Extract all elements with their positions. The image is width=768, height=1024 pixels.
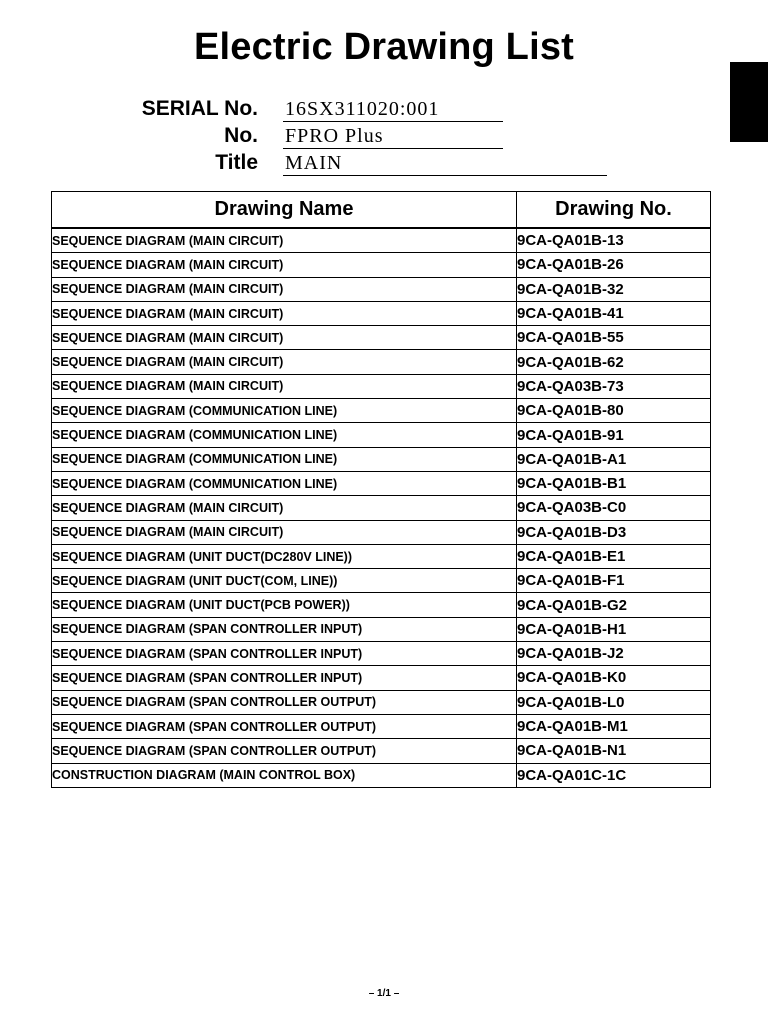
drawing-number-cell: 9CA-QA01B-K0 [517,666,711,690]
title-value: MAIN [285,152,343,174]
drawing-number-cell: 9CA-QA01B-41 [517,301,711,325]
table-row [52,326,711,350]
drawing-name-cell: SEQUENCE DIAGRAM (MAIN CIRCUIT) [52,350,517,374]
table-row [52,739,711,763]
no-label: No. [224,124,258,147]
table-row [52,593,711,617]
table-row [52,569,711,593]
page-number: – 1/1 – [368,988,400,999]
drawing-number-cell: 9CA-QA01B-H1 [517,617,711,641]
drawing-number-cell: 9CA-QA01B-91 [517,423,711,447]
table-row [52,399,711,423]
drawing-name-cell: SEQUENCE DIAGRAM (SPAN CONTROLLER OUTPUT) [52,690,517,714]
table-row [52,714,711,738]
no-row [0,124,768,150]
no-underline [283,148,503,149]
title-label: Title [215,151,258,174]
table-header-row [52,192,711,229]
serial-label: SERIAL No. [141,97,258,120]
table-row [52,544,711,568]
drawing-name-cell: SEQUENCE DIAGRAM (COMMUNICATION LINE) [52,399,517,423]
serial-value: 16SX311020:001 [285,98,440,120]
drawing-number-cell: 9CA-QA03B-C0 [517,496,711,520]
drawing-name-cell: SEQUENCE DIAGRAM (MAIN CIRCUIT) [52,277,517,301]
drawing-number-cell: 9CA-QA01B-F1 [517,569,711,593]
drawing-number-cell: 9CA-QA01B-N1 [517,739,711,763]
drawing-number-cell: 9CA-QA01B-62 [517,350,711,374]
drawing-name-cell: SEQUENCE DIAGRAM (COMMUNICATION LINE) [52,471,517,495]
drawing-name-cell: SEQUENCE DIAGRAM (SPAN CONTROLLER INPUT) [52,642,517,666]
drawing-number-cell: 9CA-QA01B-E1 [517,544,711,568]
drawing-name-cell: SEQUENCE DIAGRAM (UNIT DUCT(PCB POWER)) [52,593,517,617]
table-row [52,520,711,544]
table-row [52,301,711,325]
drawing-number-cell: 9CA-QA01B-80 [517,399,711,423]
drawing-name-cell: SEQUENCE DIAGRAM (UNIT DUCT(COM, LINE)) [52,569,517,593]
drawing-number-cell: 9CA-QA01B-D3 [517,520,711,544]
table-row [52,423,711,447]
table-row [52,253,711,277]
table-row [52,496,711,520]
table-row [52,763,711,787]
drawing-name-cell: SEQUENCE DIAGRAM (MAIN CIRCUIT) [52,326,517,350]
table-row [52,374,711,398]
drawing-name-cell: SEQUENCE DIAGRAM (COMMUNICATION LINE) [52,447,517,471]
drawing-number-cell: 9CA-QA01B-13 [517,228,711,253]
drawing-number-cell: 9CA-QA01B-55 [517,326,711,350]
table-row [52,617,711,641]
table-row [52,642,711,666]
drawing-number-cell: 9CA-QA01B-26 [517,253,711,277]
header-drawing-number: Drawing No. [517,192,711,229]
no-value: FPRO Plus [285,125,384,147]
drawing-name-cell: SEQUENCE DIAGRAM (MAIN CIRCUIT) [52,374,517,398]
drawing-name-cell: SEQUENCE DIAGRAM (MAIN CIRCUIT) [52,228,517,253]
drawing-number-cell: 9CA-QA01B-J2 [517,642,711,666]
drawing-name-cell: CONSTRUCTION DIAGRAM (MAIN CONTROL BOX) [52,763,517,787]
table-row [52,666,711,690]
drawing-name-cell: SEQUENCE DIAGRAM (SPAN CONTROLLER INPUT) [52,617,517,641]
drawing-name-cell: SEQUENCE DIAGRAM (SPAN CONTROLLER OUTPUT) [52,739,517,763]
title-underline [283,175,607,176]
serial-row [0,97,768,123]
drawing-number-cell: 9CA-QA01B-B1 [517,471,711,495]
drawing-number-cell: 9CA-QA01B-A1 [517,447,711,471]
drawing-name-cell: SEQUENCE DIAGRAM (MAIN CIRCUIT) [52,496,517,520]
table-row [52,277,711,301]
drawing-list-table [51,191,711,788]
drawing-number-cell: 9CA-QA03B-73 [517,374,711,398]
drawing-name-cell: SEQUENCE DIAGRAM (UNIT DUCT(DC280V LINE)) [52,544,517,568]
drawing-name-cell: SEQUENCE DIAGRAM (SPAN CONTROLLER OUTPUT) [52,714,517,738]
document-title: Electric Drawing List [193,26,575,68]
table-row [52,350,711,374]
table-row [52,447,711,471]
drawing-number-cell: 9CA-QA01C-1C [517,763,711,787]
drawing-number-cell: 9CA-QA01B-32 [517,277,711,301]
title-row [0,151,768,177]
table-row [52,228,711,253]
table-row [52,690,711,714]
drawing-number-cell: 9CA-QA01B-L0 [517,690,711,714]
drawing-number-cell: 9CA-QA01B-G2 [517,593,711,617]
header-drawing-name: Drawing Name [52,192,517,229]
drawing-name-cell: SEQUENCE DIAGRAM (MAIN CIRCUIT) [52,301,517,325]
drawing-number-cell: 9CA-QA01B-M1 [517,714,711,738]
drawing-name-cell: SEQUENCE DIAGRAM (SPAN CONTROLLER INPUT) [52,666,517,690]
drawing-name-cell: SEQUENCE DIAGRAM (MAIN CIRCUIT) [52,520,517,544]
drawing-name-cell: SEQUENCE DIAGRAM (COMMUNICATION LINE) [52,423,517,447]
serial-underline [283,121,503,122]
drawing-name-cell: SEQUENCE DIAGRAM (MAIN CIRCUIT) [52,253,517,277]
table-row [52,471,711,495]
